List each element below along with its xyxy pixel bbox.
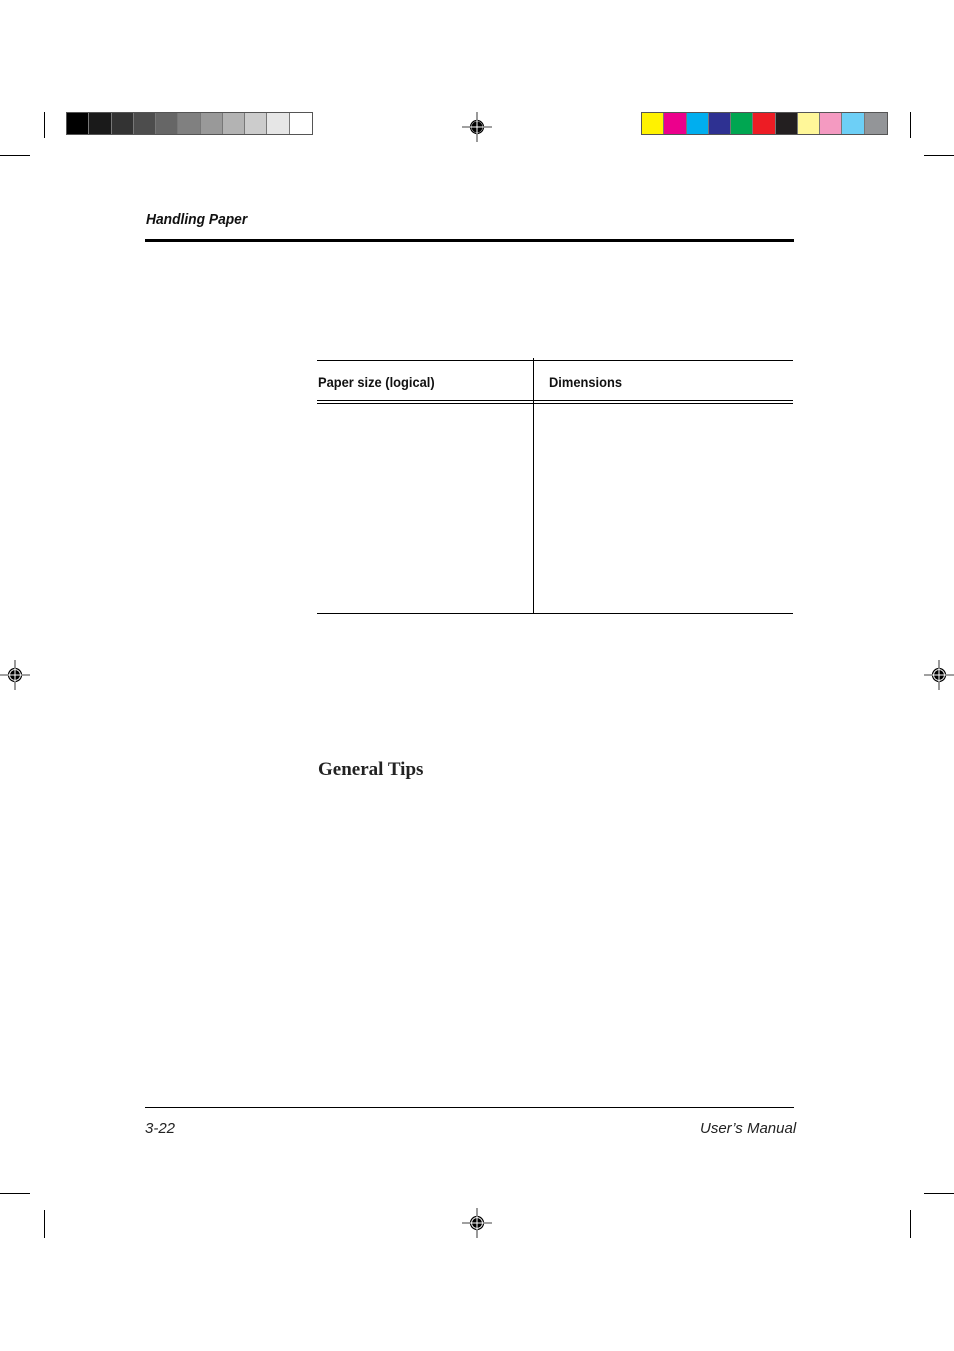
color-swatch (201, 113, 223, 134)
crop-mark (924, 1193, 954, 1194)
color-swatch (642, 113, 664, 134)
registration-mark-icon (924, 660, 954, 690)
crop-mark (44, 112, 45, 138)
footer-rule (145, 1107, 794, 1108)
color-swatch (776, 113, 798, 134)
color-swatch (223, 113, 245, 134)
color-swatch (731, 113, 753, 134)
color-swatch (753, 113, 775, 134)
page-number: 3-22 (145, 1120, 176, 1137)
crop-mark (0, 155, 30, 156)
color-calibration-bar (641, 112, 888, 135)
table-bottom-rule (317, 613, 793, 614)
color-swatch (112, 113, 134, 134)
crop-mark (0, 1193, 30, 1194)
section-heading: General Tips (318, 759, 424, 780)
color-swatch (687, 113, 709, 134)
color-swatch (290, 113, 312, 134)
color-swatch (798, 113, 820, 134)
registration-mark-icon (0, 660, 30, 690)
registration-mark-icon (462, 1208, 492, 1238)
color-swatch (134, 113, 156, 134)
registration-mark-icon (462, 112, 492, 142)
gray-calibration-bar (66, 112, 313, 135)
running-header-title: Handling Paper (146, 211, 248, 228)
table-column-divider (533, 358, 534, 614)
crop-mark (924, 155, 954, 156)
crop-mark (910, 112, 911, 138)
color-swatch (67, 113, 89, 134)
color-swatch (245, 113, 267, 134)
color-swatch (156, 113, 178, 134)
color-swatch (820, 113, 842, 134)
color-swatch (89, 113, 111, 134)
table-header-rule (317, 403, 793, 404)
color-swatch (664, 113, 686, 134)
color-swatch (267, 113, 289, 134)
table-top-rule (317, 360, 793, 361)
table-header-dimensions: Dimensions (549, 374, 623, 390)
color-swatch (865, 113, 887, 134)
table-header-rule (317, 400, 793, 401)
color-swatch (842, 113, 864, 134)
manual-title: User’s Manual (700, 1120, 797, 1137)
crop-mark (910, 1210, 911, 1238)
color-swatch (709, 113, 731, 134)
table-header-paper-size: Paper size (logical) (318, 374, 435, 390)
header-rule (145, 239, 794, 242)
color-swatch (178, 113, 200, 134)
crop-mark (44, 1210, 45, 1238)
